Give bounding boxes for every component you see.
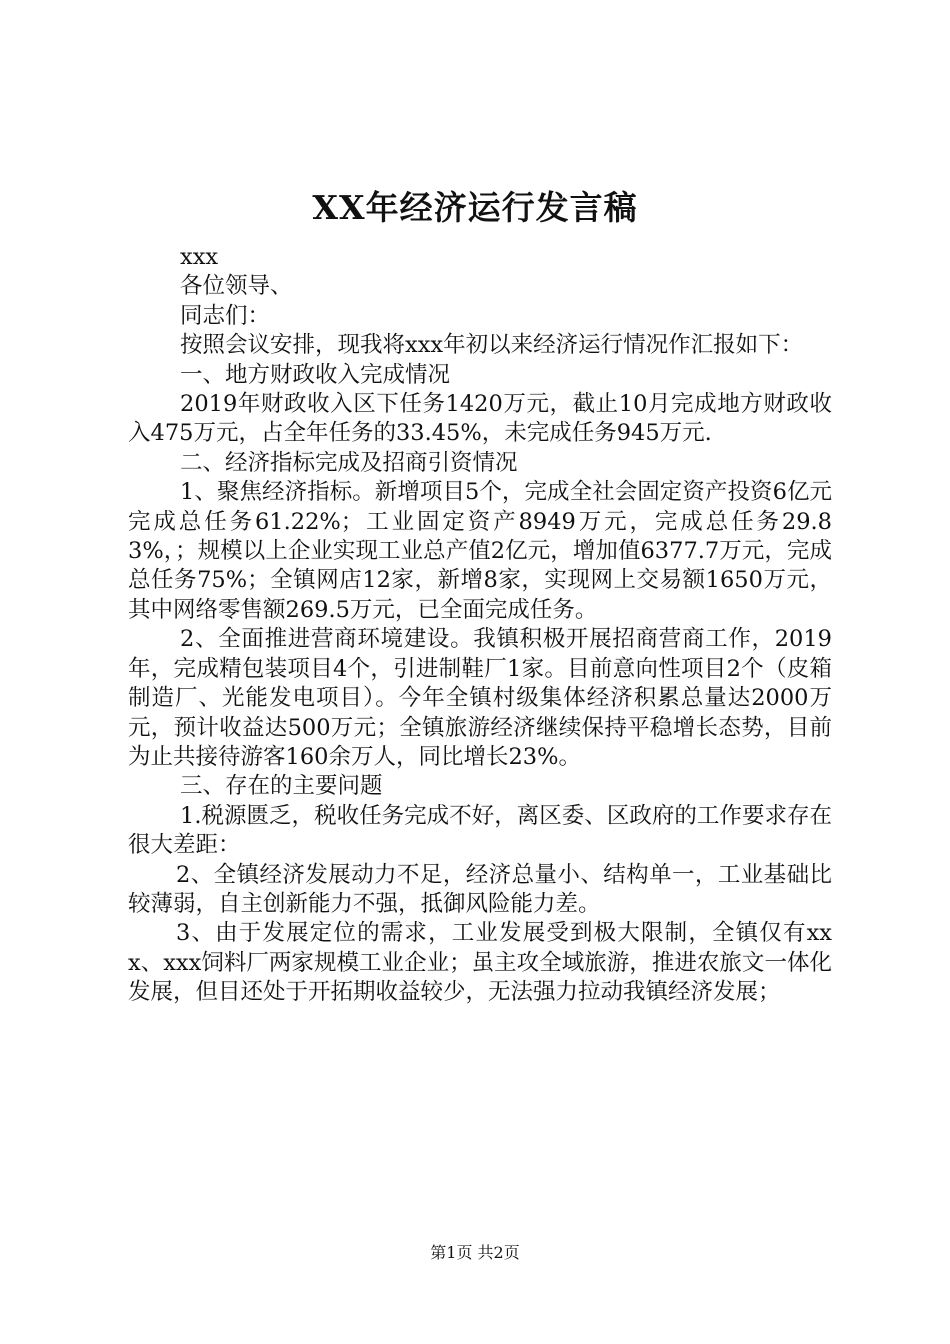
document-body [128,243,832,1008]
page-footer: 第1页 共2页 [430,1243,520,1262]
document-title: XX年经济运行发言稿 [312,188,638,227]
paragraph-fiscal-revenue: 2019年财政收入区下任务1420万元，截止10月完成地方财政收入475万元，占全年任务的33.45%，未完成任务945万元. [128,391,832,447]
section-heading-1: 一、地方财政收入完成情况 [180,361,451,388]
paragraph-intro: 按照会议安排，现我将xxx年初以来经济运行情况作汇报如下： [180,332,804,359]
paragraph-salutation-leaders: 各位领导、 [180,273,293,300]
section-heading-2: 二、经济指标完成及招商引资情况 [180,449,518,476]
paragraph-business-environment: 2、全面推进营商环境建设。我镇积极开展招商营商工作，2019年，完成精包装项目4个，引进制鞋厂1家。目前意向性项目2个（皮箱制造厂、光能发电项目）。今年全镇村级集体经济积累总量达2000万元，预计收益达500万元；全镇旅游经济继续保持平稳增长态势，目前为止共接待游客160余万人，同比增长23%。 [128,626,832,770]
paragraph-economic-indicators: 1、聚焦经济指标。新增项目5个，完成全社会固定资产投资6亿元完成总任务61.22%；工业固定资产8949万元，完成总任务29.83%，；规模以上企业实现工业总产值2亿元，增加值6377.7万元，完成总任务75%；全镇网店12家，新增8家，实现网上交易额1650万元，其中网络零售额269.5万元，已全面完成任务。 [128,479,832,623]
section-heading-3: 三、存在的主要问题 [180,773,383,800]
paragraph-author: xxx [180,244,219,270]
paragraph-problem-3: 3、由于发展定位的需求，工业发展受到极大限制，全镇仅有xxx、xxx饲料厂两家规模工业企业；虽主攻全域旅游，推进农旅文一体化发展，但目还处于开拓期收益较少，无法强力拉动我镇经济发展； [128,920,832,1006]
paragraph-problem-2: 2、全镇经济发展动力不足，经济总量小、结构单一，工业基础比较薄弱，自主创新能力不强，抵御风险能力差。 [128,861,832,917]
paragraph-salutation-comrades: 同志们： [180,302,271,329]
paragraph-problem-1: 1.税源匮乏，税收任务完成不好，离区委、区政府的工作要求存在很大差距： [128,802,832,859]
